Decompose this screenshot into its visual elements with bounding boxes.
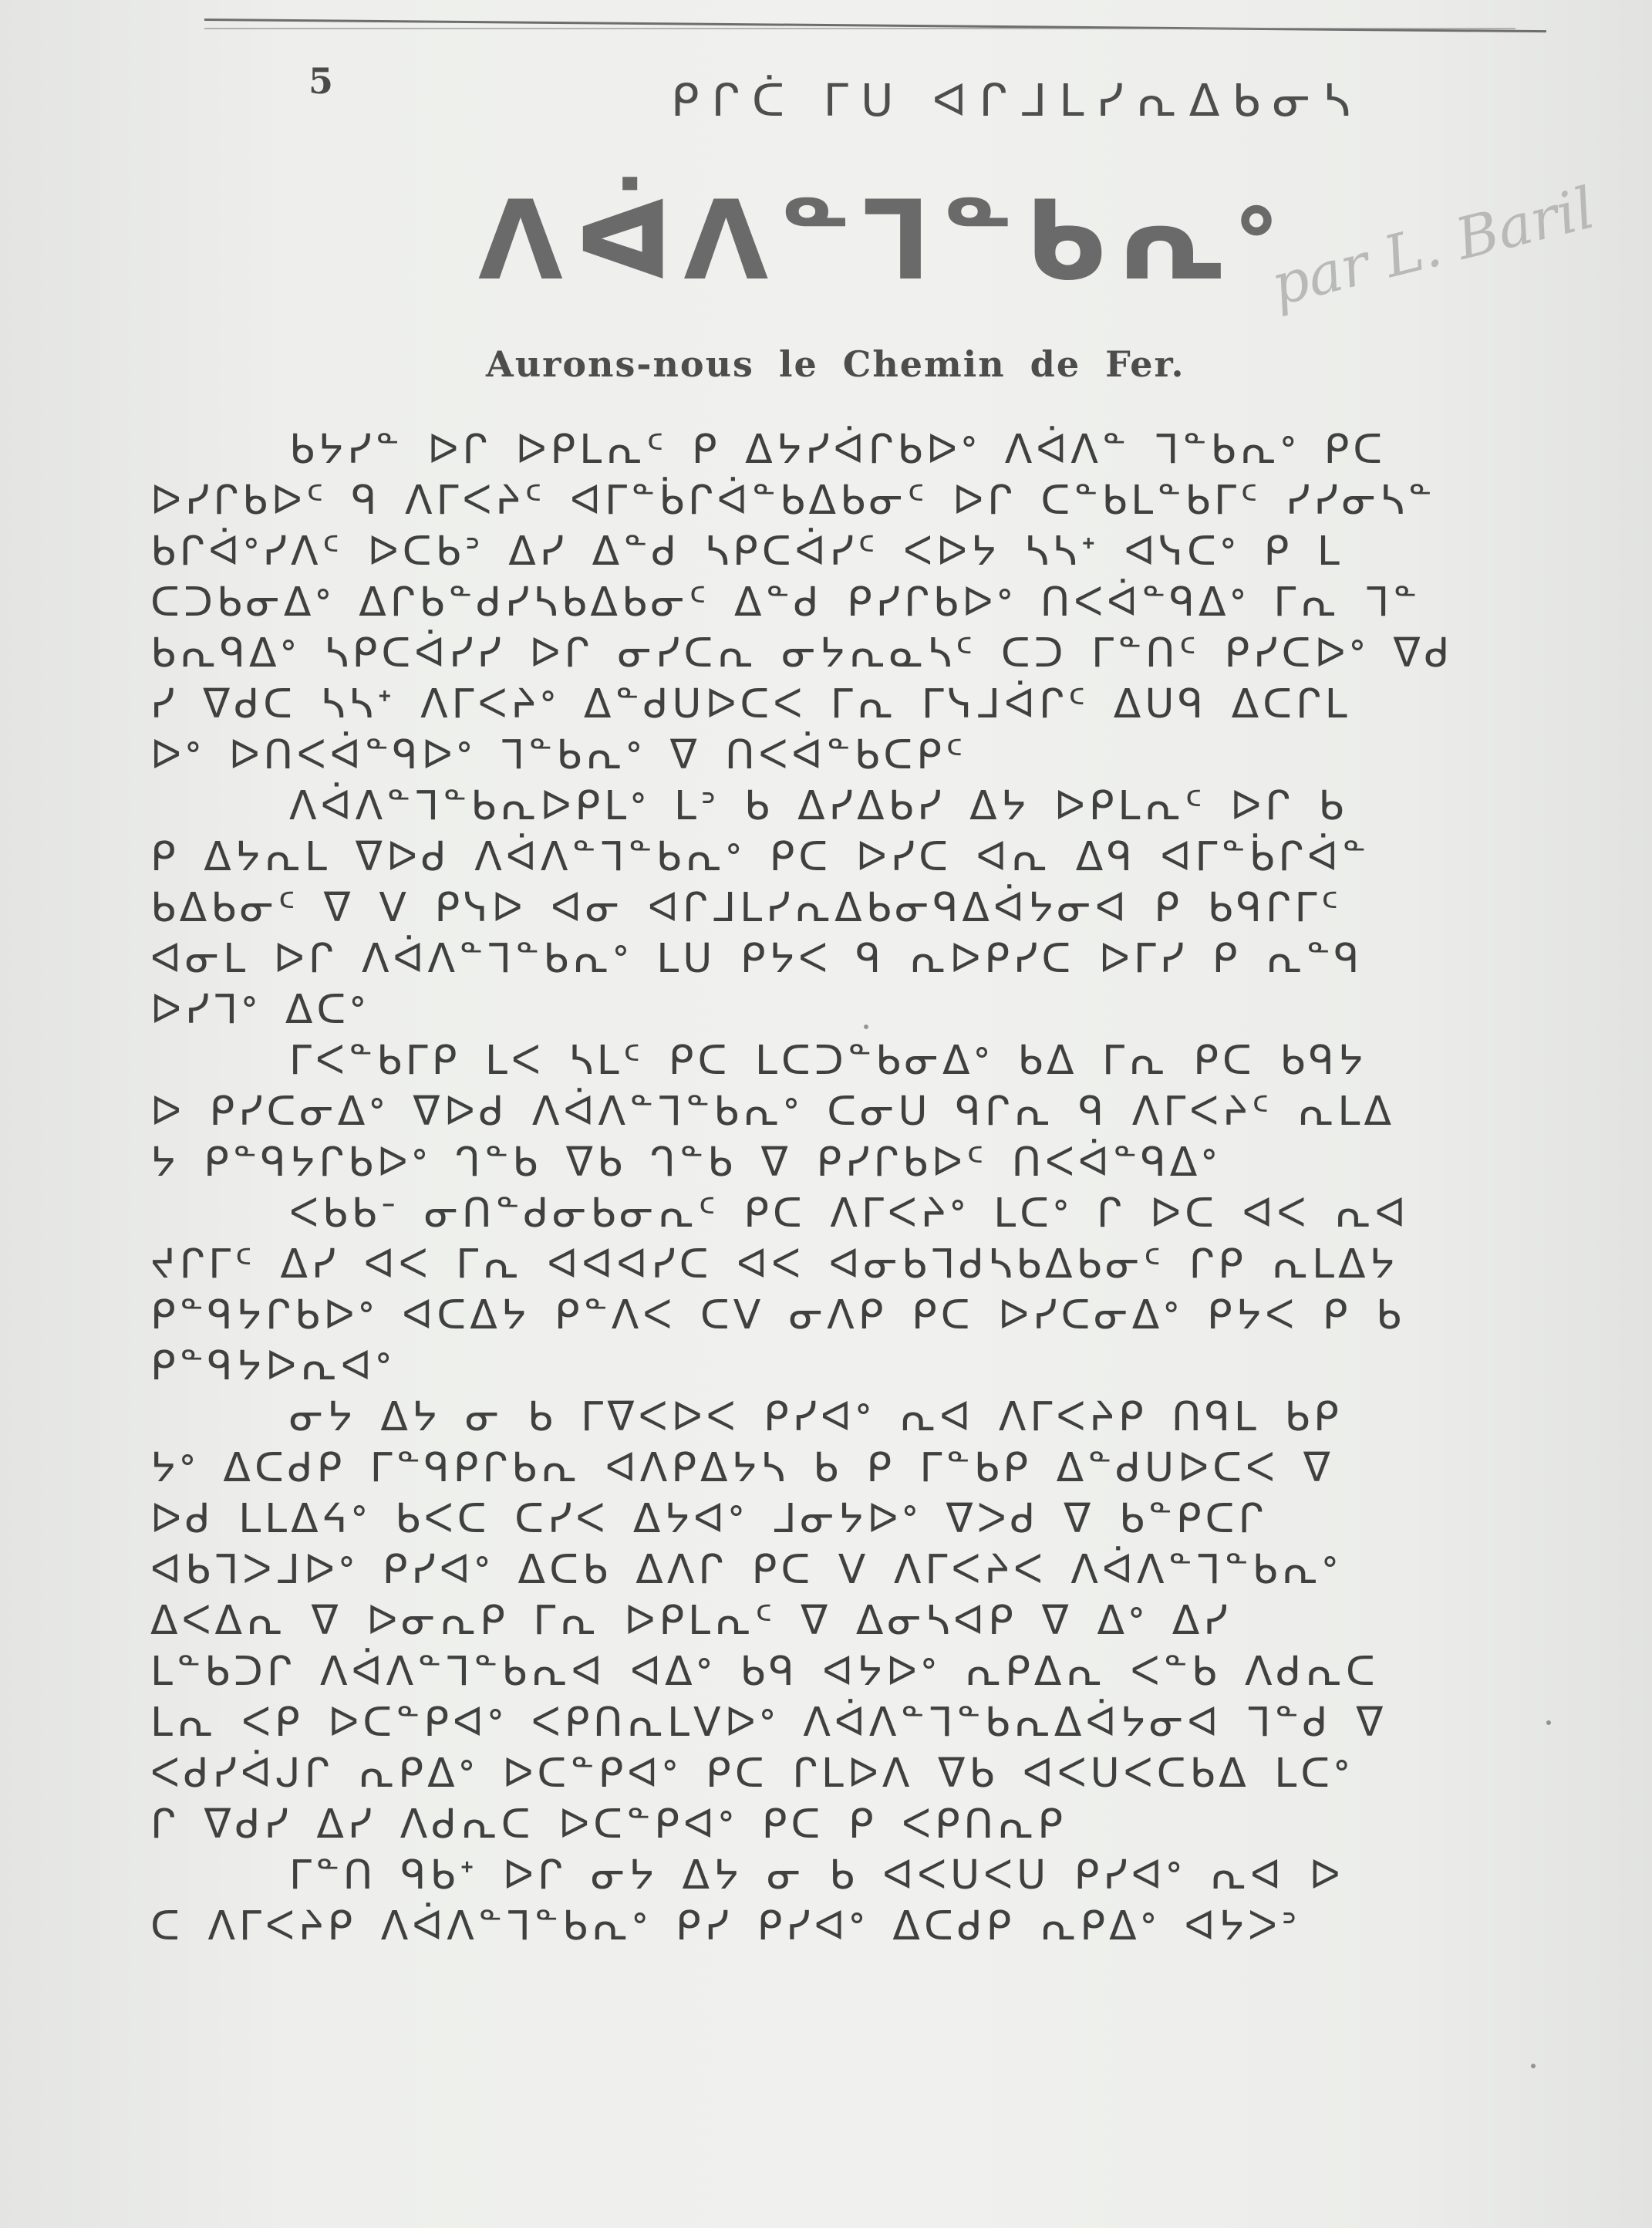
text-line: ᑲᕆᑫᐃᐤ ᓴᑭᑕᐋᓯᓯ ᐅᒋ ᓂᓯᑕᕆ ᓂᔭᕆᓇᓴᑦ ᑕᑐ ᒥᓐᑎᑦ ᑭᓯᑕᐅᐤ ᐁᑯ bbox=[150, 630, 1454, 677]
running-head: ᑭᒋᑖ ᒥᑌ ᐊᒋᒧᒪᓯᕆᐃᑲᓂᓴ bbox=[671, 74, 1363, 127]
text-line: ᒪᓐᑲᑐᒋ ᐱᐋᐱᓐᒣᓐᑲᕆᐊ ᐊᐃᐤ ᑲᑫ ᐊᔭᐅᐤ ᕆᑭᐃᕆ ᐸᓐᑲ ᐱᑯᕆᑕ bbox=[150, 1649, 1379, 1695]
page-title: ᐱᐋᐱᓐᒣᓐᑲᕆᐤ bbox=[478, 177, 1289, 305]
text-line: ᒥᐸᓐᑲᒥᑭ ᒪᐸ ᓴᒪᑦ ᑭᑕ ᒪᑕᑐᓐᑲᓂᐃᐤ ᑲᐃ ᒥᕆ ᑭᑕ ᑲᑫᔭ bbox=[289, 1038, 1367, 1084]
top-rule-secondary bbox=[204, 28, 1515, 29]
text-line: ᑭ ᐃᔭᕆᒪ ᐁᐅᑯ ᐱᐋᐱᓐᒣᓐᑲᕆᐤ ᑭᑕ ᐅᓯᑕ ᐊᕆ ᐃᑫ ᐊᒥᓐᑳᒋᐋᓐ bbox=[150, 834, 1370, 880]
ink-speck bbox=[864, 1025, 868, 1029]
text-line: ᑲᔭᓯᓐ ᐅᒋ ᐅᑭᒪᕆᑦ ᑭ ᐃᔭᓯᐋᒋᑲᐅᐤ ᐱᐋᐱᓐ ᒣᓐᑲᕆᐤ ᑭᑕ bbox=[289, 427, 1387, 473]
text-line: ᐸᑯᓯᐋᒍᒋ ᕆᑭᐃᐤ ᐅᑕᓐᑭᐊᐤ ᑭᑕ ᒋᒪᐅᐱ ᐁᑲ ᐊᐸᑌᐸᑕᑲᐃ ᒪᑕᐤ bbox=[150, 1750, 1354, 1797]
body-text bbox=[150, 424, 1531, 1952]
text-line: ᐱᐋᐱᓐᒣᓐᑲᕆᐅᑭᒪᐤ ᒪᐣ ᑲ ᐃᓯᐃᑲᓯ ᐃᔭ ᐅᑭᒪᕆᑦ ᐅᒋ ᑲ bbox=[289, 783, 1348, 829]
text-line: ᐅ ᑭᓯᑕᓂᐃᐤ ᐁᐅᑯ ᐱᐋᐱᓐᒣᓐᑲᕆᐤ ᑕᓂᑌ ᑫᒋᕆ ᑫ ᐱᒥᐸᔨᑦ ᕆᒪᐃ bbox=[150, 1089, 1396, 1135]
text-line: ᑭᓐᑫᔭᐅᕆᐊᐤ bbox=[150, 1343, 395, 1389]
text-line: ᑲᐃᑲᓂᑦ ᐁ ᐯ ᑭᓭᐅ ᐊᓂ ᐊᒋᒧᒪᓯᕆᐃᑲᓂᑫᐃᐋᔭᓂᐊ ᑭ ᑲᑫᒋᒥᑦ bbox=[150, 885, 1343, 931]
text-line: ᒪᕆ ᐸᑭ ᐅᑕᓐᑭᐊᐤ ᐸᑭᑎᕆᒪᐯᐅᐤ ᐱᐋᐱᓐᒣᓐᑲᕆᐃᐋᔭᓂᐊ ᒣᓐᑯ ᐁ bbox=[150, 1700, 1387, 1746]
handwritten-signature: par L. Baril bbox=[1265, 174, 1601, 319]
text-line: ᓯ ᐁᑯᑕ ᓴᓴᐩ ᐱᒥᐸᔨᐤ ᐃᓐᑯᑌᐅᑕᐸ ᒥᕆ ᒥᓭᒧᐋᒋᑦ ᐃᑌᑫ ᐃᑕᒋᒪ bbox=[150, 681, 1351, 727]
text-line: ᐅᓯᒣᐤ ᐃᑕᐤ bbox=[150, 987, 369, 1033]
ink-speck bbox=[1546, 1720, 1551, 1725]
text-line: ᐅᐤ ᐅᑎᐸᐋᓐᑫᐅᐤ ᒣᓐᑲᕆᐤ ᐁ ᑎᐸᐋᓐᑲᑕᑭᑦ bbox=[150, 732, 967, 778]
page-number: 5 bbox=[308, 60, 334, 102]
text-line: ᐅᓯᒋᑲᐅᑦ ᑫ ᐱᒥᐸᔨᑦ ᐊᒥᓐᑳᒋᐋᓐᑲᐃᑲᓂᑦ ᐅᒋ ᑕᓐᑲᒪᓐᑲᒥᑦ ᓯᓯᓂᓴᓐ bbox=[150, 478, 1436, 524]
text-line: ᐃᐸᐃᕆ ᐁ ᐅᓂᕆᑭ ᒥᕆ ᐅᑭᒪᕆᑦ ᐁ ᐃᓂᓴᐊᑭ ᐁ ᐃᐤ ᐃᓯ bbox=[150, 1598, 1232, 1644]
text-line: ᑕᑐᑲᓂᐃᐤ ᐃᒋᑲᓐᑯᓯᓴᑲᐃᑲᓂᑦ ᐃᓐᑯ ᑭᓯᒋᑲᐅᐤ ᑎᐸᐋᓐᑫᐃᐤ ᒥᕆ ᒣᓐ bbox=[150, 579, 1421, 626]
text-line: ᑲᒋᐋᐤᓯᐱᑦ ᐅᑕᑲᐣ ᐃᓯ ᐃᓐᑯ ᓴᑭᑕᐋᓯᑦ ᐸᐅᔭ ᓴᓴᐩ ᐊᓭᑕᐤ ᑭ ᒪ bbox=[150, 528, 1344, 575]
text-line: ᑕ ᐱᒥᐸᔨᑭ ᐱᐋᐱᓐᒣᓐᑲᕆᐤ ᑭᓯ ᑭᓯᐊᐤ ᐃᑕᑯᑭ ᕆᑭᐃᐤ ᐊᔭᐳᐣ bbox=[150, 1903, 1301, 1950]
text-line: ᔭ ᑭᓐᑫᔭᒋᑲᐅᐤ ᒉᓐᑲ ᐁᑲ ᒉᓐᑲ ᐁ ᑭᓯᒋᑲᐅᑦ ᑎᐸᐋᓐᑫᐃᐤ bbox=[150, 1139, 1221, 1186]
text-line: ᐊᓂᒪ ᐅᒋ ᐱᐋᐱᓐᒣᓐᑲᕆᐤ ᒪᑌ ᑭᔭᐸ ᑫ ᕆᐅᑭᓯᑕ ᐅᒥᓯ ᑭ ᕆᓐᑫ bbox=[150, 936, 1364, 982]
page-subtitle: Aurons-nous le Chemin de Fer. bbox=[486, 343, 1185, 385]
text-line: ᐸᑲᑲᐨ ᓂᑎᓐᑯᓂᑲᓂᕆᑦ ᑭᑕ ᐱᒥᐸᔨᐤ ᒪᑕᐤ ᒋ ᐅᑕ ᐊᐸ ᕆᐊ bbox=[289, 1190, 1410, 1237]
top-rule bbox=[204, 19, 1546, 32]
text-line: ᒥᓐᑎ ᑫᑲᐩ ᐅᒋ ᓂᔭ ᐃᔭ ᓂ ᑲ ᐊᐸᑌᐸᑌ ᑭᓯᐊᐤ ᕆᐊ ᐅ bbox=[289, 1852, 1344, 1899]
text-line: ᒋ ᐁᑯᓯ ᐃᓯ ᐱᑯᕆᑕ ᐅᑕᓐᑭᐊᐤ ᑭᑕ ᑭ ᐸᑭᑎᕆᑭ bbox=[150, 1801, 1067, 1848]
text-line: ᐊᑲᒣᐳᒧᐅᐤ ᑭᓯᐊᐤ ᐃᑕᑲ ᐃᐱᒋ ᑭᑕ ᐯ ᐱᒥᐸᔨᐸ ᐱᐋᐱᓐᒣᓐᑲᕆᐤ bbox=[150, 1547, 1342, 1593]
ink-speck bbox=[1531, 2064, 1536, 2068]
text-line: ᐅᑯ ᒪᒪᐃᔦᐤ ᑲᐸᑕ ᑕᓯᐸ ᐃᔭᐊᐤ ᒧᓂᔭᐅᐤ ᐁᐳᑯ ᐁ ᑲᓐᑭᑕᒋ bbox=[150, 1496, 1268, 1542]
text-line: ᔭᐤ ᐃᑕᑯᑭ ᒥᓐᑫᑭᒋᑲᕆ ᐊᐱᑭᐃᔭᓴ ᑲ ᑭ ᒥᓐᑲᑭ ᐃᓐᑯᑌᐅᑕᐸ ᐁ bbox=[150, 1445, 1335, 1491]
text-line: ᑭᓐᑫᔭᒋᑲᐅᐤ ᐊᑕᐃᔭ ᑭᓐᐱᐸ ᑕᐯ ᓂᐱᑭ ᑭᑕ ᐅᓯᑕᓂᐃᐤ ᑭᔭᐸ ᑭ ᑲ bbox=[150, 1292, 1405, 1338]
text-line: ᓂᔭ ᐃᔭ ᓂ ᑲ ᒥᐁᐸᐅᐸ ᑭᓯᐊᐤ ᕆᐊ ᐱᒥᐸᔨᑭ ᑎᑫᒪ ᑲᑭ bbox=[289, 1394, 1343, 1440]
text-line: ᔪᒋᒥᑦ ᐃᓯ ᐊᐸ ᒥᕆ ᐊᐊᐊᓯᑕ ᐊᐸ ᐊᓂᑲᒣᑯᓴᑲᐃᑲᓂᑦ ᒋᑭ ᕆᒪᐃᔭ bbox=[150, 1241, 1399, 1288]
